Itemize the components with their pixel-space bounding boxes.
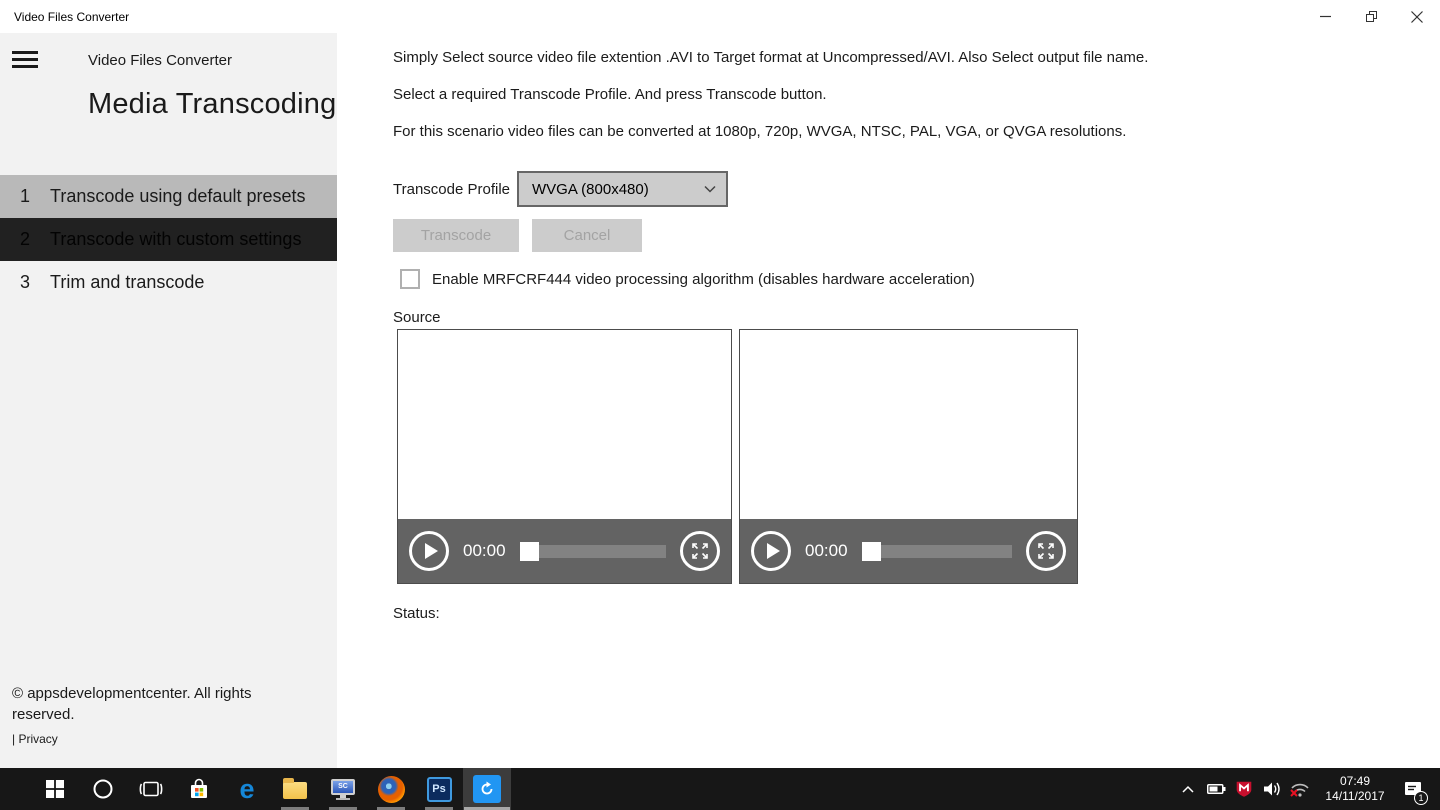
video-converter-app-button[interactable] (463, 768, 511, 810)
transcode-profile-row (393, 171, 1440, 207)
window-title: Video Files Converter (14, 9, 130, 24)
edge-button[interactable] (223, 768, 271, 810)
copyright-text: © appsdevelopmentcenter. All rights reserved. (12, 685, 252, 723)
transcode-profile-label: Transcode Profile (393, 180, 510, 198)
store-icon (188, 778, 210, 800)
page-title: Media Transcoding (88, 88, 337, 120)
network-tray-button[interactable] (1286, 768, 1314, 810)
microsoft-store-button[interactable] (175, 768, 223, 810)
seek-thumb[interactable] (862, 542, 881, 561)
source-label: Source (393, 309, 441, 326)
mrfcrf444-checkbox-label: Enable MRFCRF444 video processing algorithm (disables hardware acceleration) (432, 270, 975, 288)
action-buttons-row (393, 219, 1440, 252)
video-surface[interactable] (740, 330, 1077, 519)
nav-item-number: 2 (20, 229, 31, 249)
system-tray (1174, 768, 1440, 810)
seek-bar[interactable] (862, 545, 1012, 558)
fullscreen-icon (691, 542, 709, 560)
app-window (0, 33, 1440, 768)
cancel-button[interactable]: Cancel (532, 219, 642, 252)
chevron-down-icon (704, 185, 716, 193)
mrfcrf444-checkbox-row (400, 269, 1440, 289)
speaker-icon (1263, 780, 1282, 798)
play-button[interactable] (751, 531, 791, 571)
task-view-button[interactable] (127, 768, 175, 810)
firefox-button[interactable] (367, 768, 415, 810)
start-button[interactable] (31, 768, 79, 810)
target-video-player (739, 329, 1078, 584)
play-button[interactable] (409, 531, 449, 571)
mcafee-tray-button[interactable] (1230, 768, 1258, 810)
clock-time: 07:49 (1339, 774, 1371, 788)
privacy-link[interactable]: | Privacy (12, 732, 58, 746)
sidebar-app-title: Video Files Converter (88, 52, 232, 69)
battery-icon (1207, 782, 1226, 796)
mrfcrf444-checkbox[interactable] (400, 269, 420, 289)
transcode-profile-value: WVGA (800x480) (532, 180, 649, 198)
taskbar-spacer (511, 768, 1174, 810)
notification-badge: 1 (1414, 791, 1428, 805)
window-controls (1302, 0, 1440, 33)
wifi-disconnected-icon (1290, 781, 1310, 798)
sidebar (0, 33, 337, 768)
close-icon (1411, 11, 1423, 23)
volume-tray-button[interactable] (1258, 768, 1286, 810)
minimize-button[interactable] (1302, 0, 1348, 33)
video-players (397, 329, 1440, 584)
video-converter-icon (473, 775, 501, 803)
fullscreen-button[interactable] (680, 531, 720, 571)
sc-app-button[interactable] (319, 768, 367, 810)
window-titlebar (0, 0, 1440, 33)
edge-icon: e (239, 773, 255, 804)
source-video-player (397, 329, 732, 584)
windows-logo-icon (46, 780, 64, 798)
seek-bar[interactable] (520, 545, 666, 558)
cortana-button[interactable] (79, 768, 127, 810)
nav-item-custom-settings[interactable] (0, 218, 337, 261)
instruction-line-1: Simply Select source video file extention .AVI to Target format at Uncompressed/AVI. Also Select output file name. (393, 49, 1149, 66)
clock-date: 14/11/2017 (1325, 789, 1385, 803)
status-label: Status: (393, 605, 440, 622)
file-explorer-icon (283, 782, 307, 799)
hamburger-menu-button[interactable] (12, 49, 38, 70)
playback-time: 00:00 (805, 541, 848, 560)
taskbar-clock[interactable] (1318, 774, 1392, 804)
restore-icon (1366, 11, 1377, 22)
action-center-button[interactable] (1396, 768, 1430, 810)
seek-thumb[interactable] (520, 542, 539, 561)
file-explorer-button[interactable] (271, 768, 319, 810)
playback-time: 00:00 (463, 541, 506, 560)
firefox-icon (378, 776, 405, 803)
media-transport-controls (398, 519, 731, 583)
taskbar (0, 768, 1440, 810)
media-transport-controls (740, 519, 1077, 583)
sc-monitor-icon: SC (331, 779, 355, 800)
play-icon (767, 543, 780, 559)
sidebar-footer (12, 683, 302, 746)
instruction-line-3: For this scenario video files can be converted at 1080p, 720p, WVGA, NTSC, PAL, VGA, or QVGA resolutions. (393, 123, 1127, 140)
nav-item-number: 1 (20, 186, 31, 206)
fullscreen-icon (1037, 542, 1055, 560)
fullscreen-button[interactable] (1026, 531, 1066, 571)
hamburger-icon (12, 51, 38, 54)
play-icon (425, 543, 438, 559)
tray-chevron-button[interactable] (1174, 768, 1202, 810)
photoshop-icon: Ps (427, 777, 452, 802)
task-view-icon (139, 780, 163, 798)
battery-indicator[interactable] (1202, 768, 1230, 810)
restore-button[interactable] (1348, 0, 1394, 33)
instruction-line-2: Select a required Transcode Profile. And press Transcode button. (393, 86, 827, 103)
mcafee-shield-icon (1235, 780, 1253, 798)
scenario-nav (0, 175, 337, 304)
nav-item-number: 3 (20, 272, 31, 292)
transcode-profile-dropdown[interactable] (517, 171, 728, 207)
chevron-up-icon (1181, 784, 1195, 794)
close-button[interactable] (1394, 0, 1440, 33)
nav-item-label: Trim and transcode (50, 272, 205, 292)
nav-item-label: Transcode with custom settings (50, 229, 302, 249)
minimize-icon (1320, 11, 1331, 22)
cortana-icon (92, 778, 114, 800)
transcode-button[interactable]: Transcode (393, 219, 519, 252)
nav-item-default-presets[interactable] (0, 175, 337, 218)
video-surface[interactable] (398, 330, 731, 519)
nav-item-trim-transcode[interactable] (0, 261, 337, 304)
main-content (337, 33, 1440, 768)
photoshop-button[interactable] (415, 768, 463, 810)
nav-item-label: Transcode using default presets (50, 186, 306, 206)
